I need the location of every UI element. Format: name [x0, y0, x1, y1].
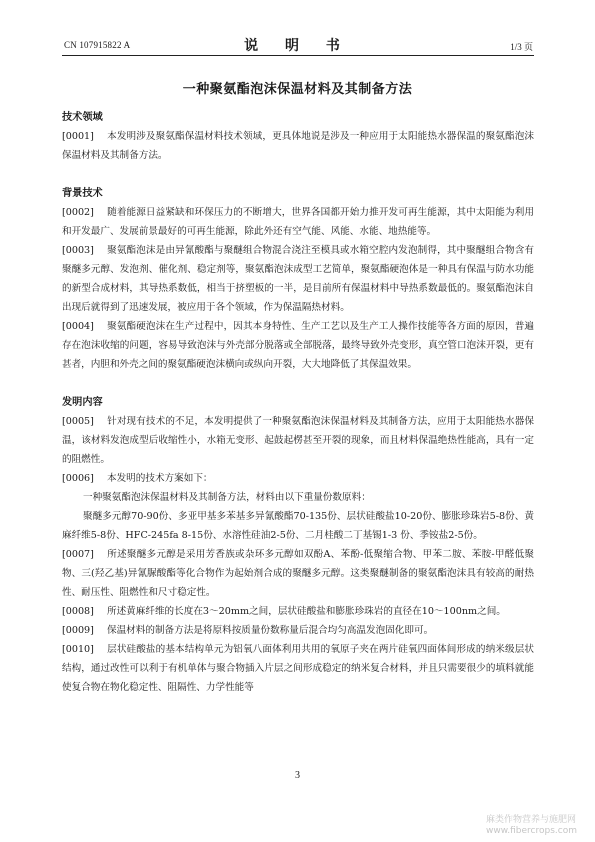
paragraph-text: 聚氨酯泡沫是由异氰酸酯与聚醚组合物混合浇注至模具或水箱空腔内发泡制得，其中聚醚组合物含有聚醚多元醇、发泡剂、催化剂、稳定剂等，聚氨酯泡沫成型工艺简单，聚氨酯硬泡体是一种具有保温与防水功能的新型合成材料，其导热系数低，相当于挤塑板的一半，是目前所有保温材料中导热系数最低的。聚氨酯泡沫自出现后就得到了迅速发展，被应用于各个领域，作为保温隔热材料。	[62, 245, 534, 313]
paragraph-id: [0002]	[62, 207, 94, 218]
section-heading-field: 技术领域	[62, 111, 103, 123]
header-rule	[62, 55, 534, 56]
paragraph-id: [0008]	[62, 606, 94, 617]
paragraph-text: 保温材料的制备方法是将原料按质量份数称量后混合均匀高温发泡固化即可。	[107, 625, 434, 636]
paragraph-text: 层状硅酸盐的基本结构单元为铝氧八面体利用共用的氧原子夹在两片硅氧四面体间形成的纳米级层状结构，通过改性可以利于有机单体与聚合物插入片层之间形成稳定的纳米复合材料，并且只需要很少的填料就能使复合物在物化稳定性、阻隔性、力学性能等	[62, 644, 534, 693]
paragraph-id: [0010]	[62, 644, 94, 655]
header-document-type: 说 明 书	[244, 38, 351, 54]
paragraph-0005	[62, 412, 534, 469]
paragraph-text: 本发明涉及聚氨酯保温材料技术领域，更具体地说是涉及一种应用于太阳能热水器保温的聚氨酯泡沫保温材料及其制备方法。	[62, 131, 534, 161]
paragraph-text: 所述聚醚多元醇是采用芳香族或杂环多元醇如双酚A、苯酚-低聚缩合物、甲苯二胺、苯胺-甲醛低聚物、三(羟乙基)异氰脲酸酯等化合物作为起始剂合成的聚醚多元醇。这类聚醚制备的聚氨酯泡沫具有较高的耐热性、耐压性、阻燃性和尺寸稳定性。	[62, 549, 534, 598]
header-patent-number: CN 107915822 A	[64, 40, 131, 50]
paragraph-id: [0004]	[62, 321, 94, 332]
paragraph-0004	[62, 317, 534, 374]
paragraph-0009	[62, 621, 534, 640]
paragraph-id: [0006]	[62, 473, 94, 484]
paragraph-0007	[62, 545, 534, 602]
paragraph-text: 随着能源日益紧缺和环保压力的不断增大，世界各国都开始力推开发可再生能源，其中太阳能为利用和开发最广、发展前景最好的可再生能源，除此外还有空气能、风能、水能、地热能等。	[62, 207, 534, 237]
paragraph-id: [0009]	[62, 625, 94, 636]
paragraph-text: 本发明的技术方案如下：	[107, 473, 213, 484]
paragraph-0006	[62, 469, 534, 488]
watermark-site-name: 麻类作物营养与施肥网	[486, 815, 577, 825]
document-body	[62, 108, 534, 697]
paragraph-id: [0007]	[62, 549, 94, 560]
paragraph-0006-intro: 一种聚氨酯泡沫保温材料及其制备方法，材料由以下重量份数原料：	[83, 492, 371, 503]
watermark-url: www.fibercrops.com	[486, 826, 577, 836]
section-heading-background: 背景技术	[62, 187, 103, 199]
page-number: 3	[295, 770, 300, 781]
document-title: 一种聚氨酯泡沫保温材料及其制备方法	[182, 82, 413, 97]
paragraph-0002	[62, 203, 534, 241]
paragraph-id: [0005]	[62, 416, 94, 427]
paragraph-0001	[62, 127, 534, 165]
paragraph-0006-formula: 聚醚多元醇70-90份、多亚甲基多苯基多异氰酸酯70-135份、层状硅酸盐10-20份、膨胀珍珠岩5-8份、黄麻纤维5-8份、HFC-245fa 8-15份、水溶性硅油2-5份、二月桂酸二丁基锡1-3 份、季铵盐2-5份。	[62, 511, 534, 541]
site-watermark	[486, 815, 577, 837]
paragraph-0010	[62, 640, 534, 697]
header-page-indicator: 1/3 页	[510, 42, 533, 52]
section-heading-invention: 发明内容	[62, 396, 103, 408]
paragraph-text: 所述黄麻纤维的长度在3～20mm之间，层状硅酸盐和膨胀珍珠岩的直径在10～100nm之间。	[107, 606, 506, 617]
paragraph-id: [0003]	[62, 245, 94, 256]
paragraph-text: 针对现有技术的不足，本发明提供了一种聚氨酯泡沫保温材料及其制备方法，应用于太阳能热水器保温，该材料发泡成型后收缩性小，水箱无变形、起鼓起楞甚至开裂的现象，而且材料保温绝热性能高，具有一定的阻燃性。	[62, 416, 534, 465]
paragraph-0003	[62, 241, 534, 317]
paragraph-text: 聚氨酯硬泡沫在生产过程中，因其本身特性、生产工艺以及生产工人操作技能等各方面的原因，普遍存在泡沫收缩的问题，容易导致泡沫与外壳部分脱落或全部脱落，最终导致外壳变形，真空管口泡沫开裂，更有甚者，内胆和外壳之间的聚氨酯硬泡沫横向或纵向开裂，大大地降低了其保温效果。	[62, 321, 534, 370]
paragraph-0008	[62, 602, 534, 621]
paragraph-id: [0001]	[62, 131, 94, 142]
